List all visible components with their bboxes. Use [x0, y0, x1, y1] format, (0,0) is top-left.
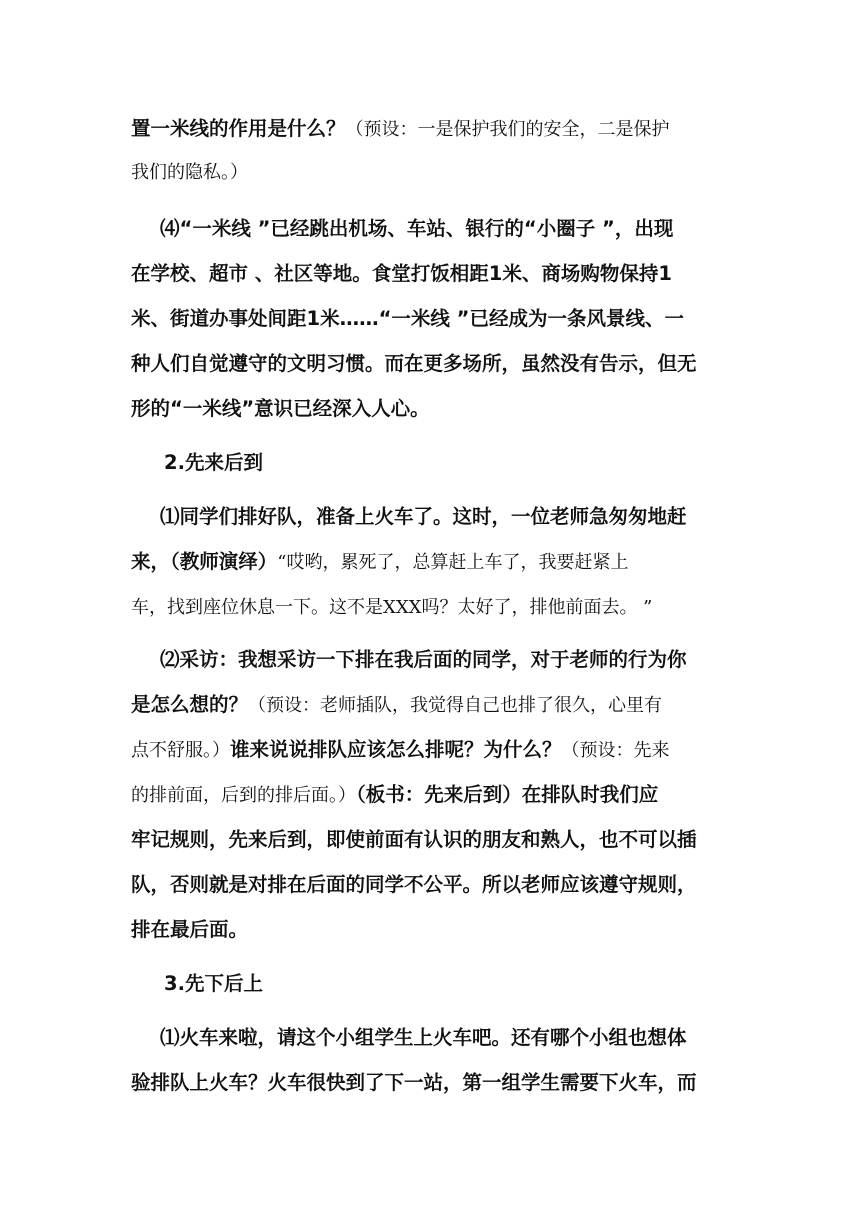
text-span: 来，（教师演绎）	[131, 550, 278, 573]
text-span: 置一米线的作用是什么？	[131, 117, 346, 140]
text-span: 形的“一米线”意识已经深入人心。	[131, 397, 430, 420]
text-line	[131, 394, 731, 424]
text-span: 排在最后面。	[131, 918, 249, 941]
text-line	[131, 825, 731, 855]
section-heading	[164, 969, 764, 999]
text-span: （板书：先来后到）在排队时我们应	[356, 783, 659, 806]
text-span: 队，否则就是对排在后面的同学不公平。所以老师应该遵守规则，	[131, 873, 697, 896]
text-line	[131, 547, 731, 578]
text-span: 在学校、超市 、社区等地。食堂打饭相距1米、商场购物保持1	[131, 262, 672, 285]
text-line	[131, 1068, 731, 1098]
text-line	[131, 304, 731, 334]
text-line	[131, 690, 731, 721]
text-line	[131, 349, 731, 379]
text-span: 车，找到座位休息一下。这不是XXX吗？太好了，排他前面去。 ”	[131, 597, 653, 618]
text-span: 我们的隐私。）	[131, 162, 248, 183]
text-line	[131, 592, 731, 623]
text-span: （预设：先来	[561, 740, 670, 761]
text-line	[131, 780, 731, 811]
text-line	[131, 157, 731, 188]
section-heading	[164, 448, 764, 478]
text-span: 种人们自觉遵守的文明习惯。而在更多场所，虽然没有告示，但无	[131, 352, 697, 375]
text-line	[131, 114, 731, 145]
text-line	[160, 214, 760, 244]
text-span: ⑷“一米线 ”已经跳出机场、车站、银行的“小圈子 ”，出现	[160, 217, 674, 240]
text-span: ⑴同学们排好队，准备上火车了。这时，一位老师急匆匆地赶	[160, 505, 687, 528]
text-line	[131, 735, 731, 766]
text-line	[160, 1023, 760, 1053]
text-span: 是怎么想的？	[131, 693, 249, 716]
text-line	[160, 502, 760, 532]
text-span: 米、街道办事处间距1米……“一米线 ”已经成为一条风景线、一	[131, 307, 684, 330]
text-span: （预设：老师插队，我觉得自己也排了很久，心里有	[248, 695, 663, 716]
text-line	[131, 870, 731, 900]
text-span: “哎哟，累死了，总算赶上车了，我要赶紧上	[277, 552, 629, 573]
text-span: 2.先来后到	[164, 451, 263, 474]
text-span: 谁来说说排队应该怎么排呢？为什么？	[230, 738, 562, 761]
text-span: 3.先下后上	[164, 972, 263, 995]
text-span: 验排队上火车？火车很快到了下一站，第一组学生需要下火车，而	[131, 1071, 697, 1094]
text-span: （预设：一是保护我们的安全，二是保护	[345, 119, 670, 140]
text-line	[131, 259, 731, 289]
text-span: ⑵采访：我想采访一下排在我后面的同学，对于老师的行为你	[160, 648, 687, 671]
text-span: 点不舒服。）	[131, 740, 230, 761]
text-line	[160, 645, 760, 675]
text-span: ⑴火车来啦，请这个小组学生上火车吧。还有哪个小组也想体	[160, 1026, 687, 1049]
text-span: 的排前面，后到的排后面。）	[131, 785, 356, 806]
text-line	[131, 915, 731, 945]
text-span: 牢记规则，先来后到，即使前面有认识的朋友和熟人，也不可以插	[131, 828, 697, 851]
